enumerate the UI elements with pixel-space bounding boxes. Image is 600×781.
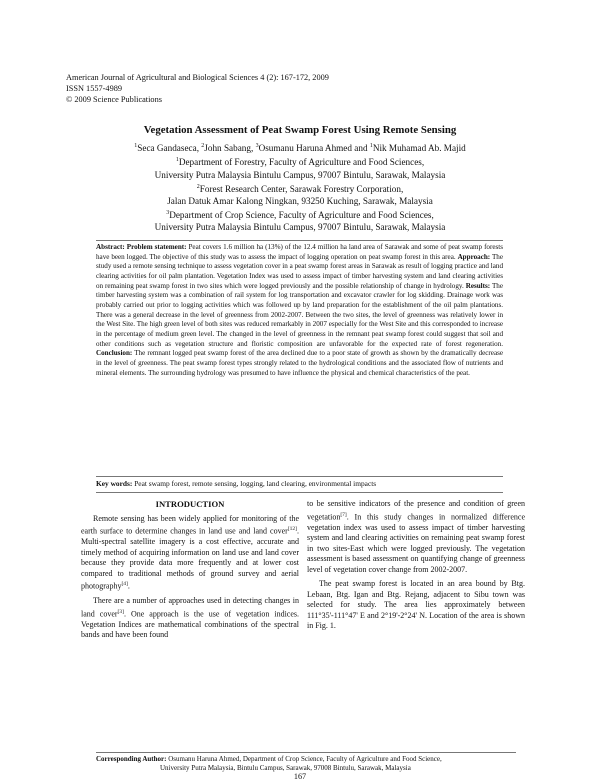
journal-copyright: © 2009 Science Publications — [66, 95, 162, 104]
conclusion-label: Conclusion: — [96, 349, 133, 358]
paper-title: Vegetation Assessment of Peat Swamp Forest Using Remote Sensing — [143, 124, 457, 136]
author-sup: 1 — [134, 143, 138, 149]
affiliation-2 — [0, 181, 600, 195]
citation-ref: [4] — [121, 581, 128, 588]
paragraph — [81, 514, 299, 593]
citation-ref: [3] — [117, 608, 124, 615]
author-sup: 1 — [369, 143, 373, 149]
author-name: John Sabang, — [204, 143, 256, 154]
abstract-text: The remnant logged peat swamp forest of the area declined due to a poor state of growth as shown by the dramatically decrease in the level of greenness. The peat swamp forest types strongly related to the hydrological conditions and the associated flow of nutrients and mineral elements. The surrounding hydrology was presumed to have influence the physical and chemical characteristics of the peat. — [96, 349, 503, 377]
footer-label: Corresponding Author: — [96, 755, 167, 763]
approach-label: Approach: — [457, 252, 491, 261]
abstract-label: Abstract: Problem statement: — [96, 243, 187, 251]
abstract-text: The timber harvesting system was a combination of rail system for log transportation and excavator crawler for log skidding. Drainage work was probably carried out prior to logging activities which was followed up by land preparation for the establishment of the oil palm plantations. There was a general decrease in the level of greenness from 2002-2007. Between the two sites, the level of greenness was relatively lower in the West Site. The high green level of both sites was reduced remarkably in 2007 especially for the West Site and this corresponded to increase in the percentage of medium green level. The changed in the level of greenness in the remnant peat swamp forest could suggest that soil and other conditions such as vegetation structure and floristic composition are unfavorable for the expected rate of forest regeneration. — [96, 281, 503, 348]
author-name: Osumanu Haruna Ahmed and — [258, 143, 370, 154]
aff-text: Department of Forestry, Faculty of Agriculture and Food Sciences, — [178, 157, 425, 168]
text: Remote sensing has been widely applied for monitoring of the earth surface to determine changes in land use and land cover — [81, 513, 299, 536]
footer-text: Osumanu Haruna Ahmed, Department of Crop Science, Faculty of Agriculture and Food Science, — [166, 755, 442, 763]
text: . One approach is the use of vegetation indices. Vegetation Indices are mathematical combinations of the spectral bands and have been found — [81, 609, 300, 640]
affiliation-1b: University Putra Malaysia Bintulu Campus, 97007 Bintulu, Sarawak, Malaysia — [154, 169, 446, 180]
author-name: Nik Muhamad Ab. Majid — [372, 143, 466, 154]
journal-citation: American Journal of Agricultural and Biological Sciences 4 (2): 167-172, 2009 — [66, 73, 329, 82]
aff-sup: 3 — [166, 210, 170, 217]
paragraph: The peat swamp forest is located in an area bound by Btg. Lebaan, Btg. Igan and Btg. Rejang, adjacent to Sibu town was selected for study. The area lies approximately between 111°35'-111°47' E and 2°19'-2°24' N. Location of the area is shown in Fig. 1. — [307, 579, 525, 631]
aff-text: Forest Research Center, Sarawak Forestry Corporation, — [199, 183, 404, 194]
left-column — [81, 499, 299, 641]
affiliation-3 — [0, 207, 600, 221]
text: . In this study changes in normalized difference vegetation index was used to assess impact of timber harvesting system and land clearing activities on remaining peat swamp forest in two sites-East which were logged previously. The vegetation assessment is based assessment on quantifying change of greenness level of vegetation cover change from 2002-2007. — [307, 512, 525, 574]
keywords-text: Peat swamp forest, remote sensing, logging, land clearing, environmental impacts — [132, 479, 377, 488]
affiliation-1 — [0, 154, 600, 168]
section-heading: INTRODUCTION — [155, 499, 225, 509]
aff-sup: 2 — [196, 183, 200, 190]
paragraph — [307, 499, 525, 575]
journal-header — [66, 72, 329, 105]
journal-issn: ISSN 1557-4989 — [66, 84, 123, 93]
author-sup: 2 — [201, 143, 205, 149]
author-sup: 3 — [255, 143, 259, 149]
paragraph — [81, 596, 299, 641]
citation-ref: [12] — [287, 526, 297, 532]
text: There are a number of approaches used in detecting changes in land cover — [81, 596, 299, 619]
results-label: Results: — [465, 281, 491, 290]
abstract — [96, 240, 503, 378]
citation-ref: [7] — [340, 511, 347, 518]
abstract-text: Peat covers 1.6 million ha (13%) of the 12.4 million ha land area of Sarawak and some of peat swamp forests have been logged. The objective of this study was to assess the impact of logging operation on peat swamp forest in this area. — [96, 243, 503, 261]
corresponding-author — [96, 752, 516, 773]
keywords-label: Key words: — [96, 479, 133, 488]
aff-sup: 1 — [175, 157, 179, 164]
aff-text: Department of Crop Science, Faculty of Agriculture and Food Sciences, — [169, 210, 434, 221]
abstract-text: The study used a remote sensing technique to assess vegetation cover in a peat swamp forest areas in Sarawak as result of logging practice and land clearing activities for oil palm plantation. Vegetation Index was used to assess impact of timber harvesting system and land clearing activities on remaining peat swamp forest in two sites which were logged previously and the possible relationship of change in hydrology. — [96, 252, 503, 290]
text: . Multi-spectral satellite imagery is a cost effective, accurate and timely method of acquiring information on land use and land cover because they provide data more frequently and at lower cost compared to traditional methods of ground survey and aerial photography — [81, 526, 299, 591]
author-block — [0, 140, 600, 234]
author-line — [0, 140, 600, 154]
affiliation-3b: University Putra Malaysia Bintulu Campus, 97007 Bintulu, Sarawak, Malaysia — [154, 222, 446, 233]
right-column — [307, 499, 525, 632]
affiliation-2b: Jalan Datuk Amar Kalong Ningkan, 93250 Kuching, Sarawak, Malaysia — [167, 196, 433, 206]
text: to be sensitive indicators of the presence and condition of green vegetation — [307, 499, 525, 522]
author-name: Seca Gandaseca, — [137, 143, 202, 154]
keywords — [96, 476, 503, 493]
page-number: 167 — [293, 772, 307, 781]
footer-text-2: University Putra Malaysia, Bintulu Campus, Sarawak, 97008 Bintulu, Sarawak, Malaysia — [160, 764, 411, 772]
text: . — [127, 581, 130, 591]
